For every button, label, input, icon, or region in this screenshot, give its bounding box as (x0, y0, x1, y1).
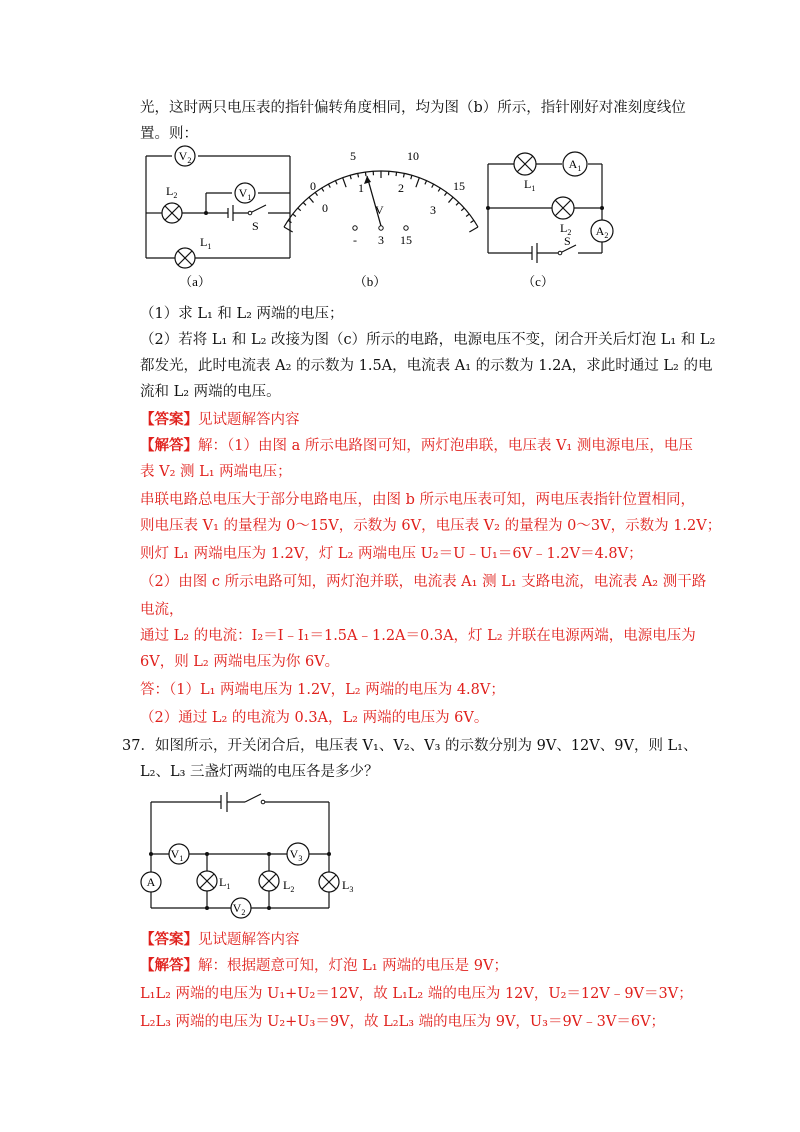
caption-a: （a） (179, 274, 211, 289)
q36-part-1: （1）求 L₁ 和 L₂ 两端的电压； (140, 306, 344, 322)
dial-tick (466, 214, 469, 216)
dial-tick (328, 184, 330, 188)
ans37-line-2: L₁L₂ 两端的电压为 U₁+U₂＝12V，故 L₁L₂ 端的电压为 12V，U₂＝12V﹣9V＝3V； (140, 986, 693, 1002)
ans37-jie-line-1: 【解答】解：根据题意可知，灯泡 L₁ 两端的电压是 9V； (140, 957, 508, 974)
dial-tick (432, 184, 434, 188)
ans36-answer: 【答案】见试题解答内容 (140, 411, 300, 428)
dial-tick (425, 181, 427, 185)
svg-text:-: - (353, 233, 357, 247)
svg-text:V3: $V_3$ (289, 847, 303, 863)
ans36-line-6: （2）由图 c 所示电路可知，两灯泡并联，电流表 A₁ 测 L₁ 支路电流，电流表 A₂ 测干路 (140, 574, 707, 590)
ans36-line-7: 电流， (140, 602, 184, 618)
svg-text:V1: $V_1$ (238, 186, 252, 202)
dial-tick (309, 197, 313, 202)
dial-tick (358, 173, 359, 177)
svg-text:A1: $A_1$ (568, 157, 582, 173)
q36-part-2b: 都发光，此时电流表 A₂ 的示数为 1.5A，电流表 A₁ 的示数为 1.2A，求此时通过 L₂ 的电 (140, 358, 713, 374)
ans36-line-11: （2）通过 L₂ 的电流为 0.3A，L₂ 两端的电压为 6V。 (140, 710, 489, 726)
ans37-line-3: L₂L₃ 两端的电压为 U₂+U₃＝9V，故 L₂L₃ 端的电压为 9V，U₃＝9V﹣3V＝6V； (140, 1014, 666, 1030)
q36-part-2c: 流和 L₂ 两端的电压。 (140, 384, 281, 400)
dial-tick (343, 178, 346, 187)
ans36-line-2: 表 V₂ 测 L₁ 两端电压； (140, 464, 292, 480)
dial-tick (456, 202, 459, 205)
ans37-answer: 【答案】见试题解答内容 (140, 931, 300, 948)
dial-top-5: 5 (350, 149, 356, 163)
dial-bottom-2: 2 (398, 181, 404, 195)
q37-line-1: 37．如图所示，开关闭合后，电压表 V₁、V₂、V₃ 的示数分别为 9V、12V、9V，则 L₁、 (122, 738, 698, 754)
svg-text:L3: $L_3$ (342, 878, 354, 894)
dial-tick (303, 202, 306, 205)
ans36-line-3: 串联电路总电压大于部分电路电压，由图 b 所示电压表可知，两电压表指针位置相同， (140, 492, 695, 508)
svg-text:L2: $L_2$ (283, 878, 295, 894)
ans36-line-8: 通过 L₂ 的电流：I₂＝I﹣I₁＝1.5A﹣1.2A＝0.3A，灯 L₂ 并联在电源两端，电源电压为 (140, 628, 696, 644)
circuit-diagram-37 (135, 792, 365, 922)
caption-b: （b） (353, 274, 387, 289)
dial-tick (448, 197, 452, 202)
dial-bottom-3: 3 (430, 203, 436, 217)
dial-tick (444, 192, 446, 195)
circuit-diagram-a (140, 148, 300, 288)
dial-top-0: 0 (310, 179, 316, 193)
circuit-diagram-c (480, 148, 640, 288)
svg-text:L1: $L_1$ (219, 875, 231, 891)
dial-tick (469, 227, 478, 232)
dial-tick (350, 175, 351, 179)
voltmeter-dial-b (295, 148, 475, 288)
ans36-jie-line-1: 【解答】解：（1）由图 a 所示电路图可知，两灯泡串联，电压表 V₁ 测电源电压，电压 (140, 437, 693, 454)
dial-tick (322, 188, 324, 191)
dial-tick (396, 172, 397, 176)
ans36-line-5: 则灯 L₁ 两端电压为 1.2V，灯 L₂ 两端电压 U₂＝U﹣U₁＝6V﹣1.2V＝4.8V； (140, 546, 643, 562)
dial-tick (411, 175, 412, 179)
dial-tick (438, 188, 440, 191)
dial-tick (461, 208, 464, 211)
needle (367, 176, 381, 226)
dial-v-label: V (375, 203, 384, 217)
svg-text:V1: $V_1$ (170, 847, 184, 863)
intro-line-2: 置。则： (140, 126, 198, 142)
dial-tick (335, 181, 337, 185)
svg-text:V2: $V_2$ (232, 901, 246, 917)
q36-part-2a: （2）若将 L₁ 和 L₂ 改接为图（c）所示的电路，电源电压不变，闭合开关后灯泡 L₁ 和 L₂ (140, 332, 716, 348)
ans36-line-9: 6V，则 L₂ 两端电压为你 6V。 (140, 654, 340, 670)
dial-tick (403, 173, 404, 177)
svg-text:A: A (146, 875, 156, 889)
dial-tick (365, 172, 366, 176)
svg-text:S: S (564, 234, 571, 248)
svg-text:15: 15 (400, 233, 412, 247)
svg-text:V2: $V_2$ (178, 149, 192, 165)
q37-line-2: L₂、L₃ 三盏灯两端的电压各是多少？ (140, 764, 379, 780)
dial-bottom-0: 0 (322, 201, 328, 215)
svg-text:L2: $L_2$ (560, 221, 572, 237)
dial-top-15: 15 (453, 179, 465, 193)
dial-tick (298, 208, 301, 211)
svg-text:L1: $L_1$ (524, 177, 536, 193)
svg-text:3: 3 (378, 233, 384, 247)
svg-text:L1: $L_1$ (200, 235, 212, 251)
svg-text:S: S (252, 219, 259, 233)
svg-text:L2: $L_2$ (166, 184, 178, 200)
intro-line-1: 光，这时两只电压表的指针偏转角度相同，均为图（b）所示，指针刚好对准刻度线位 (140, 100, 686, 116)
dial-tick (471, 220, 474, 222)
ans36-line-4: 则电压表 V₁ 的量程为 0～15V，示数为 6V，电压表 V₂ 的量程为 0～3V，示数为 1.2V； (140, 518, 722, 534)
dial-bottom-1: 1 (358, 181, 364, 195)
dial-top-10: 10 (407, 149, 419, 163)
dial-tick (416, 178, 419, 187)
caption-c: （c） (522, 274, 554, 289)
ans36-line-10: 答：（1）L₁ 两端电压为 1.2V，L₂ 两端的电压为 4.8V； (140, 682, 505, 698)
svg-text:A2: $A_2$ (595, 224, 609, 240)
